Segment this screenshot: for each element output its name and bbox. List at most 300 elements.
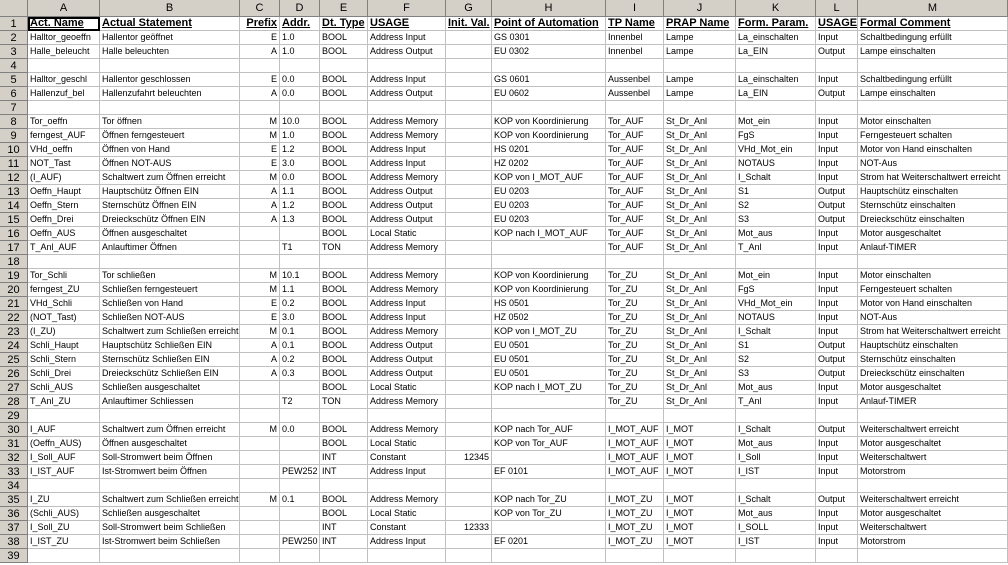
cell-c28[interactable] xyxy=(240,395,280,409)
cell-c35[interactable]: M xyxy=(240,493,280,507)
cell-e16[interactable]: BOOL xyxy=(320,227,368,241)
cell-c36[interactable] xyxy=(240,507,280,521)
row-header-38[interactable]: 38 xyxy=(0,535,28,549)
header-cell-f[interactable]: USAGE xyxy=(368,17,446,31)
cell-b34[interactable] xyxy=(100,479,240,493)
cell-g7[interactable] xyxy=(446,101,492,115)
cell-h31[interactable]: KOP von Tor_AUF xyxy=(492,437,606,451)
cell-h3[interactable]: EU 0302 xyxy=(492,45,606,59)
cell-d28[interactable]: T2 xyxy=(280,395,320,409)
header-cell-m[interactable]: Formal Comment xyxy=(858,17,1008,31)
cell-d32[interactable] xyxy=(280,451,320,465)
cell-b5[interactable]: Hallentor geschlossen xyxy=(100,73,240,87)
cell-f22[interactable]: Address Input xyxy=(368,311,446,325)
cell-b35[interactable]: Schaltwert zum Schließen erreicht xyxy=(100,493,240,507)
cell-e8[interactable]: BOOL xyxy=(320,115,368,129)
cell-k21[interactable]: VHd_Mot_ein xyxy=(736,297,816,311)
cell-b12[interactable]: Schaltwert zum Öffnen erreicht xyxy=(100,171,240,185)
cell-i26[interactable]: Tor_ZU xyxy=(606,367,664,381)
row-header-24[interactable]: 24 xyxy=(0,339,28,353)
cell-j11[interactable]: St_Dr_Anl xyxy=(664,157,736,171)
cell-l27[interactable]: Input xyxy=(816,381,858,395)
cell-j16[interactable]: St_Dr_Anl xyxy=(664,227,736,241)
cell-f23[interactable]: Address Memory xyxy=(368,325,446,339)
cell-e25[interactable]: BOOL xyxy=(320,353,368,367)
cell-j26[interactable]: St_Dr_Anl xyxy=(664,367,736,381)
cell-g16[interactable] xyxy=(446,227,492,241)
cell-i19[interactable]: Tor_ZU xyxy=(606,269,664,283)
cell-j32[interactable]: I_MOT xyxy=(664,451,736,465)
cell-b13[interactable]: Hauptschütz Öffnen EIN xyxy=(100,185,240,199)
cell-i37[interactable]: I_MOT_ZU xyxy=(606,521,664,535)
column-header-a[interactable]: A xyxy=(28,0,100,17)
cell-k16[interactable]: Mot_aus xyxy=(736,227,816,241)
cell-m23[interactable]: Strom hat Weiterschaltwert erreicht xyxy=(858,325,1008,339)
row-header-32[interactable]: 32 xyxy=(0,451,28,465)
cell-b18[interactable] xyxy=(100,255,240,269)
cell-b9[interactable]: Öffnen ferngesteuert xyxy=(100,129,240,143)
cell-i32[interactable]: I_MOT_AUF xyxy=(606,451,664,465)
cell-d7[interactable] xyxy=(280,101,320,115)
column-header-g[interactable]: G xyxy=(446,0,492,17)
cell-i18[interactable] xyxy=(606,255,664,269)
cell-h20[interactable]: KOP von Koordinierung xyxy=(492,283,606,297)
row-header-21[interactable]: 21 xyxy=(0,297,28,311)
cell-c17[interactable] xyxy=(240,241,280,255)
cell-j22[interactable]: St_Dr_Anl xyxy=(664,311,736,325)
cell-d10[interactable]: 1.2 xyxy=(280,143,320,157)
cell-e12[interactable]: BOOL xyxy=(320,171,368,185)
cell-h12[interactable]: KOP von I_MOT_AUF xyxy=(492,171,606,185)
cell-i7[interactable] xyxy=(606,101,664,115)
cell-m5[interactable]: Schaltbedingung erfüllt xyxy=(858,73,1008,87)
cell-k3[interactable]: La_EIN xyxy=(736,45,816,59)
cell-g38[interactable] xyxy=(446,535,492,549)
cell-m31[interactable]: Motor ausgeschaltet xyxy=(858,437,1008,451)
cell-d3[interactable]: 1.0 xyxy=(280,45,320,59)
cell-a11[interactable]: NOT_Tast xyxy=(28,157,100,171)
cell-g3[interactable] xyxy=(446,45,492,59)
cell-a33[interactable]: I_IST_AUF xyxy=(28,465,100,479)
cell-j24[interactable]: St_Dr_Anl xyxy=(664,339,736,353)
header-cell-d[interactable]: Addr. xyxy=(280,17,320,31)
cell-k11[interactable]: NOTAUS xyxy=(736,157,816,171)
cell-l5[interactable]: Input xyxy=(816,73,858,87)
header-cell-e[interactable]: Dt. Type xyxy=(320,17,368,31)
row-header-9[interactable]: 9 xyxy=(0,129,28,143)
cell-c12[interactable]: M xyxy=(240,171,280,185)
cell-c38[interactable] xyxy=(240,535,280,549)
cell-h18[interactable] xyxy=(492,255,606,269)
cell-j27[interactable]: St_Dr_Anl xyxy=(664,381,736,395)
cell-i23[interactable]: Tor_ZU xyxy=(606,325,664,339)
cell-k7[interactable] xyxy=(736,101,816,115)
cell-j17[interactable]: St_Dr_Anl xyxy=(664,241,736,255)
cell-d21[interactable]: 0.2 xyxy=(280,297,320,311)
cell-c27[interactable] xyxy=(240,381,280,395)
cell-d39[interactable] xyxy=(280,549,320,563)
cell-d30[interactable]: 0.0 xyxy=(280,423,320,437)
cell-h2[interactable]: GS 0301 xyxy=(492,31,606,45)
cell-c9[interactable]: M xyxy=(240,129,280,143)
cell-m32[interactable]: Weiterschaltwert xyxy=(858,451,1008,465)
cell-c29[interactable] xyxy=(240,409,280,423)
cell-c3[interactable]: A xyxy=(240,45,280,59)
cell-e5[interactable]: BOOL xyxy=(320,73,368,87)
cell-h11[interactable]: HZ 0202 xyxy=(492,157,606,171)
cell-k30[interactable]: I_Schalt xyxy=(736,423,816,437)
row-header-36[interactable]: 36 xyxy=(0,507,28,521)
cell-l4[interactable] xyxy=(816,59,858,73)
cell-m30[interactable]: Weiterschaltwert erreicht xyxy=(858,423,1008,437)
cell-b20[interactable]: Schließen ferngesteuert xyxy=(100,283,240,297)
cell-d11[interactable]: 3.0 xyxy=(280,157,320,171)
cell-c14[interactable]: A xyxy=(240,199,280,213)
cell-h15[interactable]: EU 0203 xyxy=(492,213,606,227)
cell-c22[interactable]: E xyxy=(240,311,280,325)
column-header-c[interactable]: C xyxy=(240,0,280,17)
cell-k9[interactable]: FgS xyxy=(736,129,816,143)
cell-d17[interactable]: T1 xyxy=(280,241,320,255)
row-header-7[interactable]: 7 xyxy=(0,101,28,115)
cell-i14[interactable]: Tor_AUF xyxy=(606,199,664,213)
cell-m27[interactable]: Motor ausgeschaltet xyxy=(858,381,1008,395)
cell-g14[interactable] xyxy=(446,199,492,213)
cell-f11[interactable]: Address Input xyxy=(368,157,446,171)
cell-b21[interactable]: Schließen von Hand xyxy=(100,297,240,311)
cell-a18[interactable] xyxy=(28,255,100,269)
cell-j13[interactable]: St_Dr_Anl xyxy=(664,185,736,199)
cell-g33[interactable] xyxy=(446,465,492,479)
cell-i36[interactable]: I_MOT_ZU xyxy=(606,507,664,521)
cell-m3[interactable]: Lampe einschalten xyxy=(858,45,1008,59)
row-header-16[interactable]: 16 xyxy=(0,227,28,241)
cell-e29[interactable] xyxy=(320,409,368,423)
cell-g6[interactable] xyxy=(446,87,492,101)
cell-b36[interactable]: Schließen ausgeschaltet xyxy=(100,507,240,521)
cell-l30[interactable]: Output xyxy=(816,423,858,437)
cell-e14[interactable]: BOOL xyxy=(320,199,368,213)
cell-b38[interactable]: Ist-Stromwert beim Schließen xyxy=(100,535,240,549)
cell-c8[interactable]: M xyxy=(240,115,280,129)
cell-m34[interactable] xyxy=(858,479,1008,493)
cell-h4[interactable] xyxy=(492,59,606,73)
cell-f14[interactable]: Address Output xyxy=(368,199,446,213)
cell-f18[interactable] xyxy=(368,255,446,269)
cell-a16[interactable]: Oeffn_AUS xyxy=(28,227,100,241)
cell-h30[interactable]: KOP nach Tor_AUF xyxy=(492,423,606,437)
cell-j25[interactable]: St_Dr_Anl xyxy=(664,353,736,367)
cell-e30[interactable]: BOOL xyxy=(320,423,368,437)
cell-e4[interactable] xyxy=(320,59,368,73)
cell-c20[interactable]: M xyxy=(240,283,280,297)
cell-j31[interactable]: I_MOT xyxy=(664,437,736,451)
cell-d24[interactable]: 0.1 xyxy=(280,339,320,353)
cell-c18[interactable] xyxy=(240,255,280,269)
cell-f16[interactable]: Local Static xyxy=(368,227,446,241)
cell-a6[interactable]: Hallenzuf_bel xyxy=(28,87,100,101)
cell-g28[interactable] xyxy=(446,395,492,409)
cell-h13[interactable]: EU 0203 xyxy=(492,185,606,199)
cell-f12[interactable]: Address Memory xyxy=(368,171,446,185)
cell-f26[interactable]: Address Output xyxy=(368,367,446,381)
cell-b27[interactable]: Schließen ausgeschaltet xyxy=(100,381,240,395)
cell-m37[interactable]: Weiterschaltwert xyxy=(858,521,1008,535)
cell-k24[interactable]: S1 xyxy=(736,339,816,353)
cell-c37[interactable] xyxy=(240,521,280,535)
cell-e28[interactable]: TON xyxy=(320,395,368,409)
cell-b33[interactable]: Ist-Stromwert beim Öffnen xyxy=(100,465,240,479)
cell-m4[interactable] xyxy=(858,59,1008,73)
cell-a12[interactable]: (I_AUF) xyxy=(28,171,100,185)
cell-d4[interactable] xyxy=(280,59,320,73)
cell-h38[interactable]: EF 0201 xyxy=(492,535,606,549)
cell-g15[interactable] xyxy=(446,213,492,227)
cell-d15[interactable]: 1.3 xyxy=(280,213,320,227)
cell-k14[interactable]: S2 xyxy=(736,199,816,213)
column-header-j[interactable]: J xyxy=(664,0,736,17)
cell-e24[interactable]: BOOL xyxy=(320,339,368,353)
cell-e18[interactable] xyxy=(320,255,368,269)
cell-c16[interactable] xyxy=(240,227,280,241)
cell-l10[interactable]: Input xyxy=(816,143,858,157)
cell-l31[interactable]: Input xyxy=(816,437,858,451)
cell-a20[interactable]: ferngest_ZU xyxy=(28,283,100,297)
cell-f5[interactable]: Address Input xyxy=(368,73,446,87)
column-header-m[interactable]: M xyxy=(858,0,1008,17)
cell-g13[interactable] xyxy=(446,185,492,199)
cell-m17[interactable]: Anlauf-TIMER xyxy=(858,241,1008,255)
cell-j38[interactable]: I_MOT xyxy=(664,535,736,549)
cell-h35[interactable]: KOP nach Tor_ZU xyxy=(492,493,606,507)
cell-d35[interactable]: 0.1 xyxy=(280,493,320,507)
cell-a32[interactable]: I_Soll_AUF xyxy=(28,451,100,465)
cell-j3[interactable]: Lampe xyxy=(664,45,736,59)
cell-c30[interactable]: M xyxy=(240,423,280,437)
cell-e31[interactable]: BOOL xyxy=(320,437,368,451)
cell-e35[interactable]: BOOL xyxy=(320,493,368,507)
cell-m6[interactable]: Lampe einschalten xyxy=(858,87,1008,101)
cell-a14[interactable]: Oeffn_Stern xyxy=(28,199,100,213)
cell-h26[interactable]: EU 0501 xyxy=(492,367,606,381)
cell-k6[interactable]: La_EIN xyxy=(736,87,816,101)
cell-d26[interactable]: 0.3 xyxy=(280,367,320,381)
cell-j14[interactable]: St_Dr_Anl xyxy=(664,199,736,213)
cell-b14[interactable]: Sternschütz Öffnen EIN xyxy=(100,199,240,213)
cell-b29[interactable] xyxy=(100,409,240,423)
cell-g39[interactable] xyxy=(446,549,492,563)
cell-f32[interactable]: Constant xyxy=(368,451,446,465)
cell-h24[interactable]: EU 0501 xyxy=(492,339,606,353)
cell-a29[interactable] xyxy=(28,409,100,423)
cell-g20[interactable] xyxy=(446,283,492,297)
cell-i12[interactable]: Tor_AUF xyxy=(606,171,664,185)
cell-k19[interactable]: Mot_ein xyxy=(736,269,816,283)
cell-i17[interactable]: Tor_AUF xyxy=(606,241,664,255)
cell-j7[interactable] xyxy=(664,101,736,115)
cell-k28[interactable]: T_Anl xyxy=(736,395,816,409)
cell-i3[interactable]: Innenbel xyxy=(606,45,664,59)
cell-g5[interactable] xyxy=(446,73,492,87)
cell-j23[interactable]: St_Dr_Anl xyxy=(664,325,736,339)
cell-h29[interactable] xyxy=(492,409,606,423)
cell-c25[interactable]: A xyxy=(240,353,280,367)
cell-b19[interactable]: Tor schließen xyxy=(100,269,240,283)
cell-i39[interactable] xyxy=(606,549,664,563)
cell-h8[interactable]: KOP von Koordinierung xyxy=(492,115,606,129)
cell-l37[interactable]: Input xyxy=(816,521,858,535)
cell-i15[interactable]: Tor_AUF xyxy=(606,213,664,227)
row-header-28[interactable]: 28 xyxy=(0,395,28,409)
cell-c23[interactable]: M xyxy=(240,325,280,339)
cell-b11[interactable]: Öffnen NOT-AUS xyxy=(100,157,240,171)
cell-l16[interactable]: Input xyxy=(816,227,858,241)
cell-m16[interactable]: Motor ausgeschaltet xyxy=(858,227,1008,241)
cell-c33[interactable] xyxy=(240,465,280,479)
row-header-2[interactable]: 2 xyxy=(0,31,28,45)
cell-i24[interactable]: Tor_ZU xyxy=(606,339,664,353)
cell-g30[interactable] xyxy=(446,423,492,437)
row-header-3[interactable]: 3 xyxy=(0,45,28,59)
cell-d6[interactable]: 0.0 xyxy=(280,87,320,101)
cell-d29[interactable] xyxy=(280,409,320,423)
cell-b30[interactable]: Schaltwert zum Öffnen erreicht xyxy=(100,423,240,437)
row-header-14[interactable]: 14 xyxy=(0,199,28,213)
cell-l25[interactable]: Output xyxy=(816,353,858,367)
cell-c13[interactable]: A xyxy=(240,185,280,199)
cell-g4[interactable] xyxy=(446,59,492,73)
cell-l23[interactable]: Input xyxy=(816,325,858,339)
cell-m21[interactable]: Motor von Hand einschalten xyxy=(858,297,1008,311)
cell-h5[interactable]: GS 0601 xyxy=(492,73,606,87)
cell-j29[interactable] xyxy=(664,409,736,423)
cell-f33[interactable]: Address Input xyxy=(368,465,446,479)
cell-l3[interactable]: Output xyxy=(816,45,858,59)
cell-j19[interactable]: St_Dr_Anl xyxy=(664,269,736,283)
cell-g24[interactable] xyxy=(446,339,492,353)
header-cell-g[interactable]: Init. Val. xyxy=(446,17,492,31)
cell-h19[interactable]: KOP von Koordinierung xyxy=(492,269,606,283)
cell-h37[interactable] xyxy=(492,521,606,535)
cell-d18[interactable] xyxy=(280,255,320,269)
cell-a4[interactable] xyxy=(28,59,100,73)
cell-l18[interactable] xyxy=(816,255,858,269)
cell-g19[interactable] xyxy=(446,269,492,283)
cell-f25[interactable]: Address Output xyxy=(368,353,446,367)
cell-b37[interactable]: Soll-Stromwert beim Schließen xyxy=(100,521,240,535)
cell-h34[interactable] xyxy=(492,479,606,493)
cell-b31[interactable]: Öffnen ausgeschaltet xyxy=(100,437,240,451)
cell-k10[interactable]: VHd_Mot_ein xyxy=(736,143,816,157)
cell-c6[interactable]: A xyxy=(240,87,280,101)
cell-i6[interactable]: Aussenbel xyxy=(606,87,664,101)
cell-f13[interactable]: Address Output xyxy=(368,185,446,199)
row-header-18[interactable]: 18 xyxy=(0,255,28,269)
cell-g26[interactable] xyxy=(446,367,492,381)
cell-a31[interactable]: (Oeffn_AUS) xyxy=(28,437,100,451)
cell-k8[interactable]: Mot_ein xyxy=(736,115,816,129)
cell-e20[interactable]: BOOL xyxy=(320,283,368,297)
row-header-15[interactable]: 15 xyxy=(0,213,28,227)
cell-j20[interactable]: St_Dr_Anl xyxy=(664,283,736,297)
cell-l24[interactable]: Output xyxy=(816,339,858,353)
cell-e27[interactable]: BOOL xyxy=(320,381,368,395)
cell-c7[interactable] xyxy=(240,101,280,115)
cell-i28[interactable]: Tor_ZU xyxy=(606,395,664,409)
cell-c31[interactable] xyxy=(240,437,280,451)
cell-i9[interactable]: Tor_AUF xyxy=(606,129,664,143)
row-header-34[interactable]: 34 xyxy=(0,479,28,493)
column-header-b[interactable]: B xyxy=(100,0,240,17)
row-header-20[interactable]: 20 xyxy=(0,283,28,297)
cell-b25[interactable]: Sternschütz Schließen EIN xyxy=(100,353,240,367)
cell-g8[interactable] xyxy=(446,115,492,129)
cell-e22[interactable]: BOOL xyxy=(320,311,368,325)
cell-e39[interactable] xyxy=(320,549,368,563)
header-cell-c[interactable]: Prefix xyxy=(240,17,280,31)
row-header-19[interactable]: 19 xyxy=(0,269,28,283)
cell-m14[interactable]: Sternschütz einschalten xyxy=(858,199,1008,213)
cell-k37[interactable]: I_SOLL xyxy=(736,521,816,535)
cell-g2[interactable] xyxy=(446,31,492,45)
column-header-k[interactable]: K xyxy=(736,0,816,17)
cell-b22[interactable]: Schließen NOT-AUS xyxy=(100,311,240,325)
cell-a26[interactable]: Schli_Drei xyxy=(28,367,100,381)
cell-a34[interactable] xyxy=(28,479,100,493)
cell-h36[interactable]: KOP von Tor_ZU xyxy=(492,507,606,521)
row-header-29[interactable]: 29 xyxy=(0,409,28,423)
cell-f36[interactable]: Local Static xyxy=(368,507,446,521)
cell-f10[interactable]: Address Input xyxy=(368,143,446,157)
cell-d38[interactable]: PEW250 xyxy=(280,535,320,549)
cell-i20[interactable]: Tor_ZU xyxy=(606,283,664,297)
cell-m18[interactable] xyxy=(858,255,1008,269)
cell-b3[interactable]: Halle beleuchten xyxy=(100,45,240,59)
cell-h17[interactable] xyxy=(492,241,606,255)
cell-m36[interactable]: Motor ausgeschaltet xyxy=(858,507,1008,521)
cell-f29[interactable] xyxy=(368,409,446,423)
cell-l2[interactable]: Input xyxy=(816,31,858,45)
row-header-25[interactable]: 25 xyxy=(0,353,28,367)
row-header-31[interactable]: 31 xyxy=(0,437,28,451)
cell-m22[interactable]: NOT-Aus xyxy=(858,311,1008,325)
cell-h32[interactable] xyxy=(492,451,606,465)
row-header-37[interactable]: 37 xyxy=(0,521,28,535)
cell-b39[interactable] xyxy=(100,549,240,563)
cell-k5[interactable]: La_einschalten xyxy=(736,73,816,87)
cell-c15[interactable]: A xyxy=(240,213,280,227)
cell-g10[interactable] xyxy=(446,143,492,157)
cell-j4[interactable] xyxy=(664,59,736,73)
cell-d12[interactable]: 0.0 xyxy=(280,171,320,185)
header-cell-i[interactable]: TP Name xyxy=(606,17,664,31)
cell-h39[interactable] xyxy=(492,549,606,563)
cell-h33[interactable]: EF 0101 xyxy=(492,465,606,479)
cell-g31[interactable] xyxy=(446,437,492,451)
cell-i5[interactable]: Aussenbel xyxy=(606,73,664,87)
cell-k39[interactable] xyxy=(736,549,816,563)
cell-d34[interactable] xyxy=(280,479,320,493)
cell-h23[interactable]: KOP von I_MOT_ZU xyxy=(492,325,606,339)
cell-f19[interactable]: Address Memory xyxy=(368,269,446,283)
cell-g11[interactable] xyxy=(446,157,492,171)
cell-f24[interactable]: Address Output xyxy=(368,339,446,353)
cell-k17[interactable]: T_Anl xyxy=(736,241,816,255)
cell-j15[interactable]: St_Dr_Anl xyxy=(664,213,736,227)
cell-c4[interactable] xyxy=(240,59,280,73)
row-header-33[interactable]: 33 xyxy=(0,465,28,479)
cell-k15[interactable]: S3 xyxy=(736,213,816,227)
